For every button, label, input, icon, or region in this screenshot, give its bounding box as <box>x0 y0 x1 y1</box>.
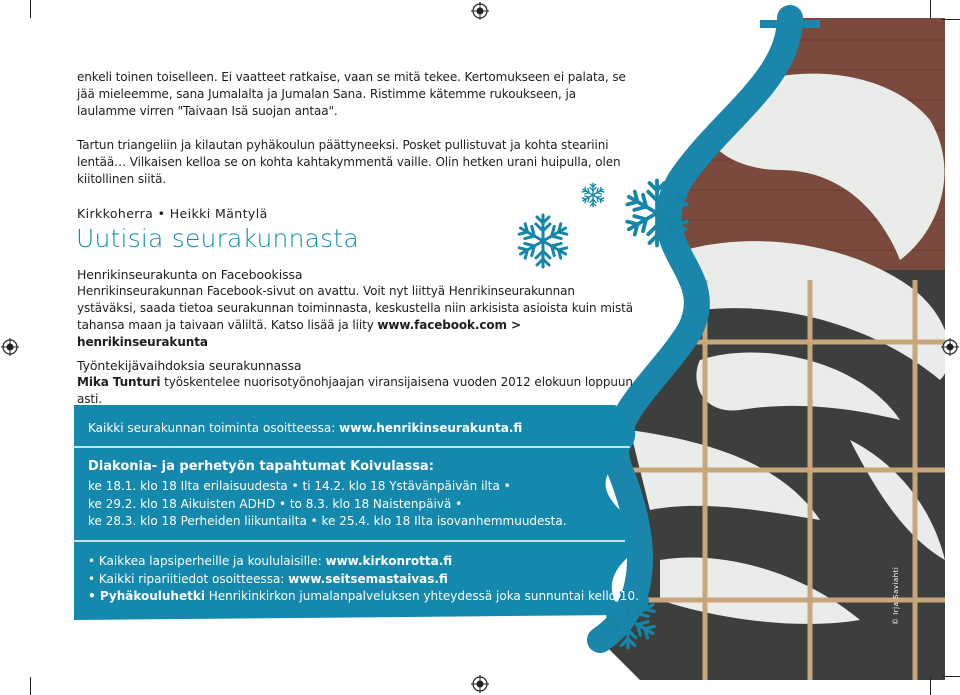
news-item-body-text: työskentelee nuorisotyönohjaajan viransijaisena vuoden 2012 elokuun loppuun asti. <box>77 375 633 406</box>
crop-mark <box>942 676 960 677</box>
list-item-bold: • Pyhäkouluhetki <box>88 589 205 603</box>
list-item-text: • Kaikki ripariitiedot osoitteessa: <box>88 571 289 586</box>
registration-mark-icon <box>941 338 959 356</box>
list-item <box>88 571 639 589</box>
news-item-body <box>77 374 637 408</box>
intro-section <box>77 69 637 222</box>
registration-mark-icon <box>1 338 19 356</box>
list-item <box>88 588 639 606</box>
crop-mark <box>30 677 31 695</box>
crop-mark <box>30 0 31 18</box>
intro-paragraph-1: enkeli toinen toiselleen. Ei vaatteet ratkaise, vaan se mitä tekee. Kertomukseen ei palata, se jää mieleemme, sana Jumalalta ja Jumalan Sana. Ristimme kätemme rukoukseen, ja laulamme virren "Taivaan Isä suojan antaa". <box>77 70 626 118</box>
news-item-body <box>77 283 637 351</box>
signature: Kirkkoherra • Heikki Mäntylä <box>77 206 268 221</box>
registration-mark-icon <box>471 675 489 693</box>
event-line: ke 28.3. klo 18 Perheiden liikuntailta • ke 25.4. klo 18 Ilta isovanhemmuudesta. <box>88 514 567 528</box>
event-line: ke 18.1. klo 18 Ilta erilaisuudesta • ti 14.2. klo 18 Ystävänpäivän ilta • <box>88 479 511 493</box>
staff-name: Mika Tunturi <box>77 375 161 389</box>
news-item-title: Henrikinseurakunta on Facebookissa <box>77 267 303 282</box>
news-item-staff <box>77 357 637 408</box>
crop-mark <box>930 677 931 695</box>
list-item <box>88 553 639 571</box>
resource-links <box>88 553 639 606</box>
list-item-text: Henrikinkirkon jumalanpalveluksen yhteydessä joka sunnuntai kello 10. <box>204 589 639 603</box>
intro-paragraph-2: Tartun triangeliin ja kilautan pyhäkoulun päättyneeksi. Posket pullistuvat ja kohta steariini lentää… Vilkaisen kelloa se on kohta kahtakymmentä vaille. Olin hetken urani huipulla, olen kiitollinen siitä. <box>77 138 621 186</box>
news-item-facebook <box>77 266 637 351</box>
photo-credit: © Irja Saviahti <box>892 566 900 625</box>
seitsemastaivas-link[interactable]: www.seitsemastaivas.fi <box>288 571 448 586</box>
news-item-title: Työntekijävaihdoksia seurakunnassa <box>77 358 302 373</box>
news-heading: Uutisia seurakunnasta <box>76 224 359 253</box>
list-item-text: • Kaikkea lapsiperheille ja koululaisille: <box>88 554 326 568</box>
parish-website-link[interactable]: www.henrikinseurakunta.fi <box>339 421 523 435</box>
diakonia-events <box>88 458 567 531</box>
kirkonrotta-link[interactable]: www.kirkonrotta.fi <box>325 554 453 568</box>
facebook-link[interactable]: www.facebook.com > henrikinseurakunta <box>77 318 521 349</box>
event-line: ke 29.2. klo 18 Aikuisten ADHD • to 8.3. klo 18 Naistenpäivä • <box>88 496 463 511</box>
news-item-body-text: Henrikinseurakunnan Facebook-sivut on avattu. Voit nyt liittyä Henrikinseurakunnan ystäväksi, saada tietoa seurakunnan toiminnasta, keskustella niin arkisista asioista kuin mistä tahansa maan ja taivaan väliltä. Katso lisää ja liity <box>77 284 634 332</box>
website-line <box>88 419 522 437</box>
diakonia-title: Diakonia- ja perhetyön tapahtumat Koivulassa: <box>88 459 434 474</box>
crop-mark <box>930 0 931 18</box>
registration-mark-icon <box>471 2 489 20</box>
crop-mark <box>942 19 960 20</box>
website-label: Kaikki seurakunnan toiminta osoitteessa: <box>88 421 340 435</box>
